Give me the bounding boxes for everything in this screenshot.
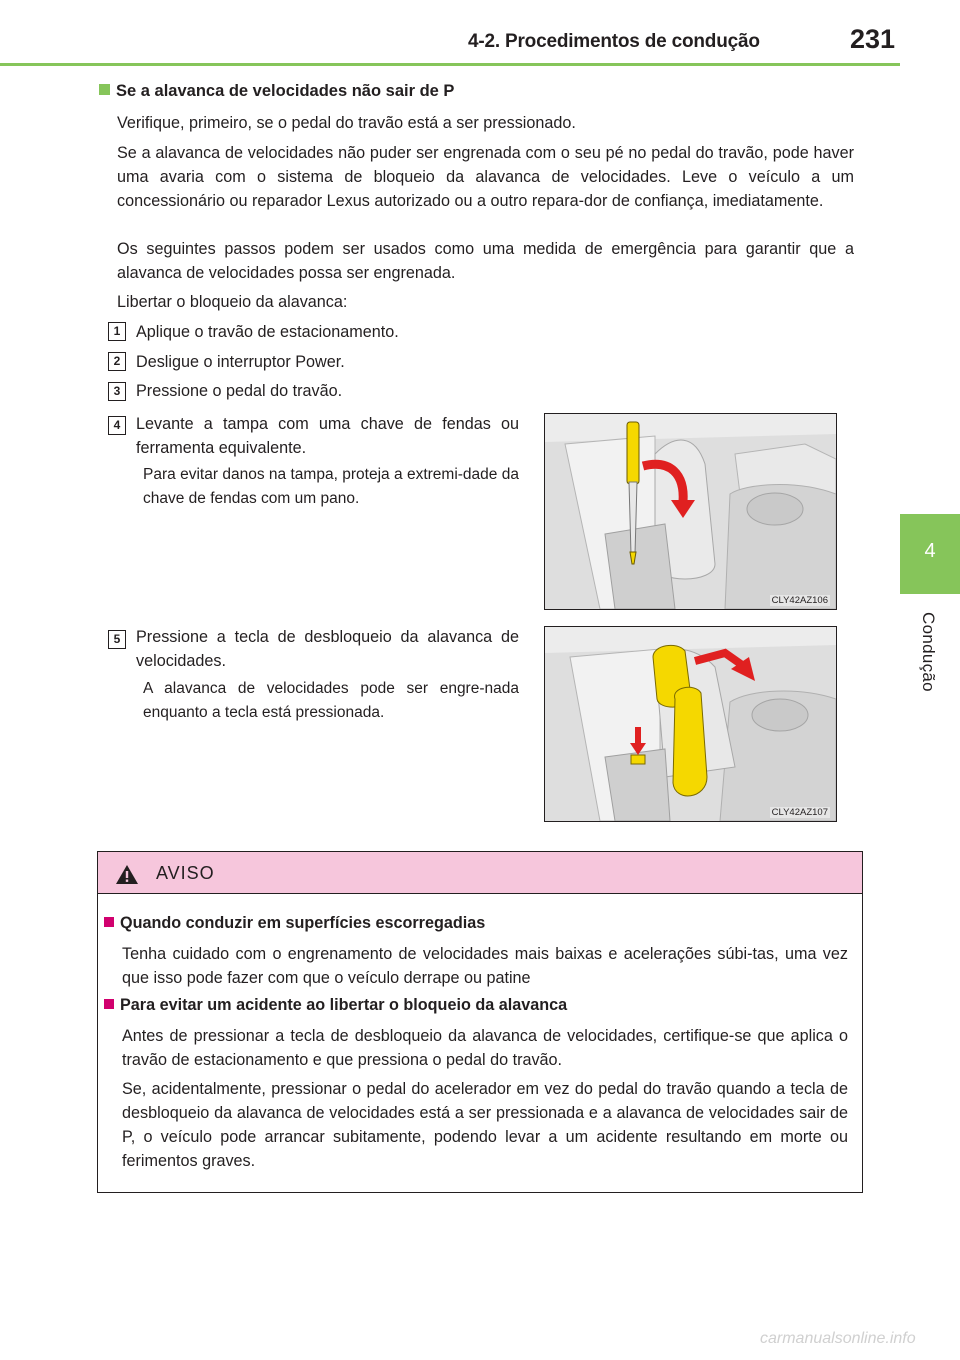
chapter-label: Condução — [919, 612, 938, 692]
step-number-2: 2 — [108, 352, 126, 371]
warning-paragraph: Antes de pressionar a tecla de desbloqueio da alavanca de velocidades, certifique-se que aplica o travão de estacionamento e que pressiona o pedal do travão. — [122, 1027, 848, 1069]
paragraph: Verifique, primeiro, se o pedal do travão está a ser pressionado. — [117, 114, 576, 132]
step-3-text: Pressione o pedal do travão. — [136, 382, 343, 400]
running-header-section: 4-2. Procedimentos de condução — [468, 31, 760, 52]
step-number-3: 3 — [108, 382, 126, 401]
figure-code: CLY42AZ106 — [771, 595, 828, 606]
section-title-text: Se a alavanca de velocidades não sair de P — [116, 82, 455, 100]
figure-code: CLY42AZ107 — [771, 807, 828, 818]
warning-header — [98, 852, 862, 894]
square-bullet-icon — [104, 917, 114, 927]
step-number-1: 1 — [108, 322, 126, 341]
chapter-tab — [900, 514, 960, 594]
watermark: carmanualsonline.info — [760, 1330, 916, 1347]
warning-paragraph: Tenha cuidado com o engrenamento de velocidades mais baixas e acelerações súbi-tas, uma vez que isso pode fazer com que o veículo derrape ou patine — [122, 945, 848, 987]
step-number-5: 5 — [108, 630, 126, 649]
page-number: 231 — [850, 24, 896, 54]
warning-triangle-icon — [115, 864, 139, 885]
figure-shift-lock-release — [544, 626, 837, 822]
warning-heading-1 — [104, 914, 485, 933]
paragraph: Os seguintes passos podem ser usados como uma medida de emergência para garantir que a alavanca de velocidades possa ser engrenada. — [117, 240, 854, 282]
square-bullet-icon — [104, 999, 114, 1009]
step-5-text: Pressione a tecla de desbloqueio da alavanca de velocidades. — [136, 628, 519, 670]
step-4-note: Para evitar danos na tampa, proteja a extremi-dade da chave de fendas com um pano. — [143, 466, 519, 507]
paragraph: Libertar o bloqueio da alavanca: — [117, 293, 348, 311]
section-title — [99, 82, 454, 101]
warning-heading-text: Quando conduzir em superfícies escorregadias — [120, 914, 486, 932]
console-illustration-1 — [545, 414, 836, 609]
step-1-text: Aplique o travão de estacionamento. — [136, 323, 399, 341]
step-2-text: Desligue o interruptor Power. — [136, 353, 345, 371]
warning-heading-2 — [104, 996, 567, 1015]
paragraph: Se a alavanca de velocidades não puder ser engrenada com o seu pé no pedal do travão, pode haver uma avaria com o sistema de bloqueio da alavanca de velocidades. Leve o veículo a um concessionário ou reparador Lexus autorizado ou a outro repara-dor de confiança, imediatamente. — [117, 144, 854, 210]
warning-title: AVISO — [156, 863, 215, 883]
chapter-number: 4 — [924, 540, 936, 562]
warning-paragraph: Se, acidentalmente, pressionar o pedal do acelerador em vez do pedal do travão quando a tecla de desbloqueio da alavanca de velocidades está a ser pressionada e a alavanca de velocidades sair de P, o veículo pode arrancar subitamente, podendo levar a um acidente resultando em morte ou ferimentos graves. — [122, 1080, 848, 1170]
console-illustration-2 — [545, 627, 836, 821]
figure-screwdriver-cover — [544, 413, 837, 610]
step-number-4: 4 — [108, 416, 126, 435]
step-4-text: Levante a tampa com uma chave de fendas ou ferramenta equivalente. — [136, 415, 519, 457]
square-bullet-icon — [99, 84, 110, 95]
header-rule — [0, 63, 900, 66]
step-5-note: A alavanca de velocidades pode ser engre-nada enquanto a tecla está pressionada. — [143, 680, 519, 721]
warning-heading-text: Para evitar um acidente ao libertar o bloqueio da alavanca — [120, 996, 568, 1014]
